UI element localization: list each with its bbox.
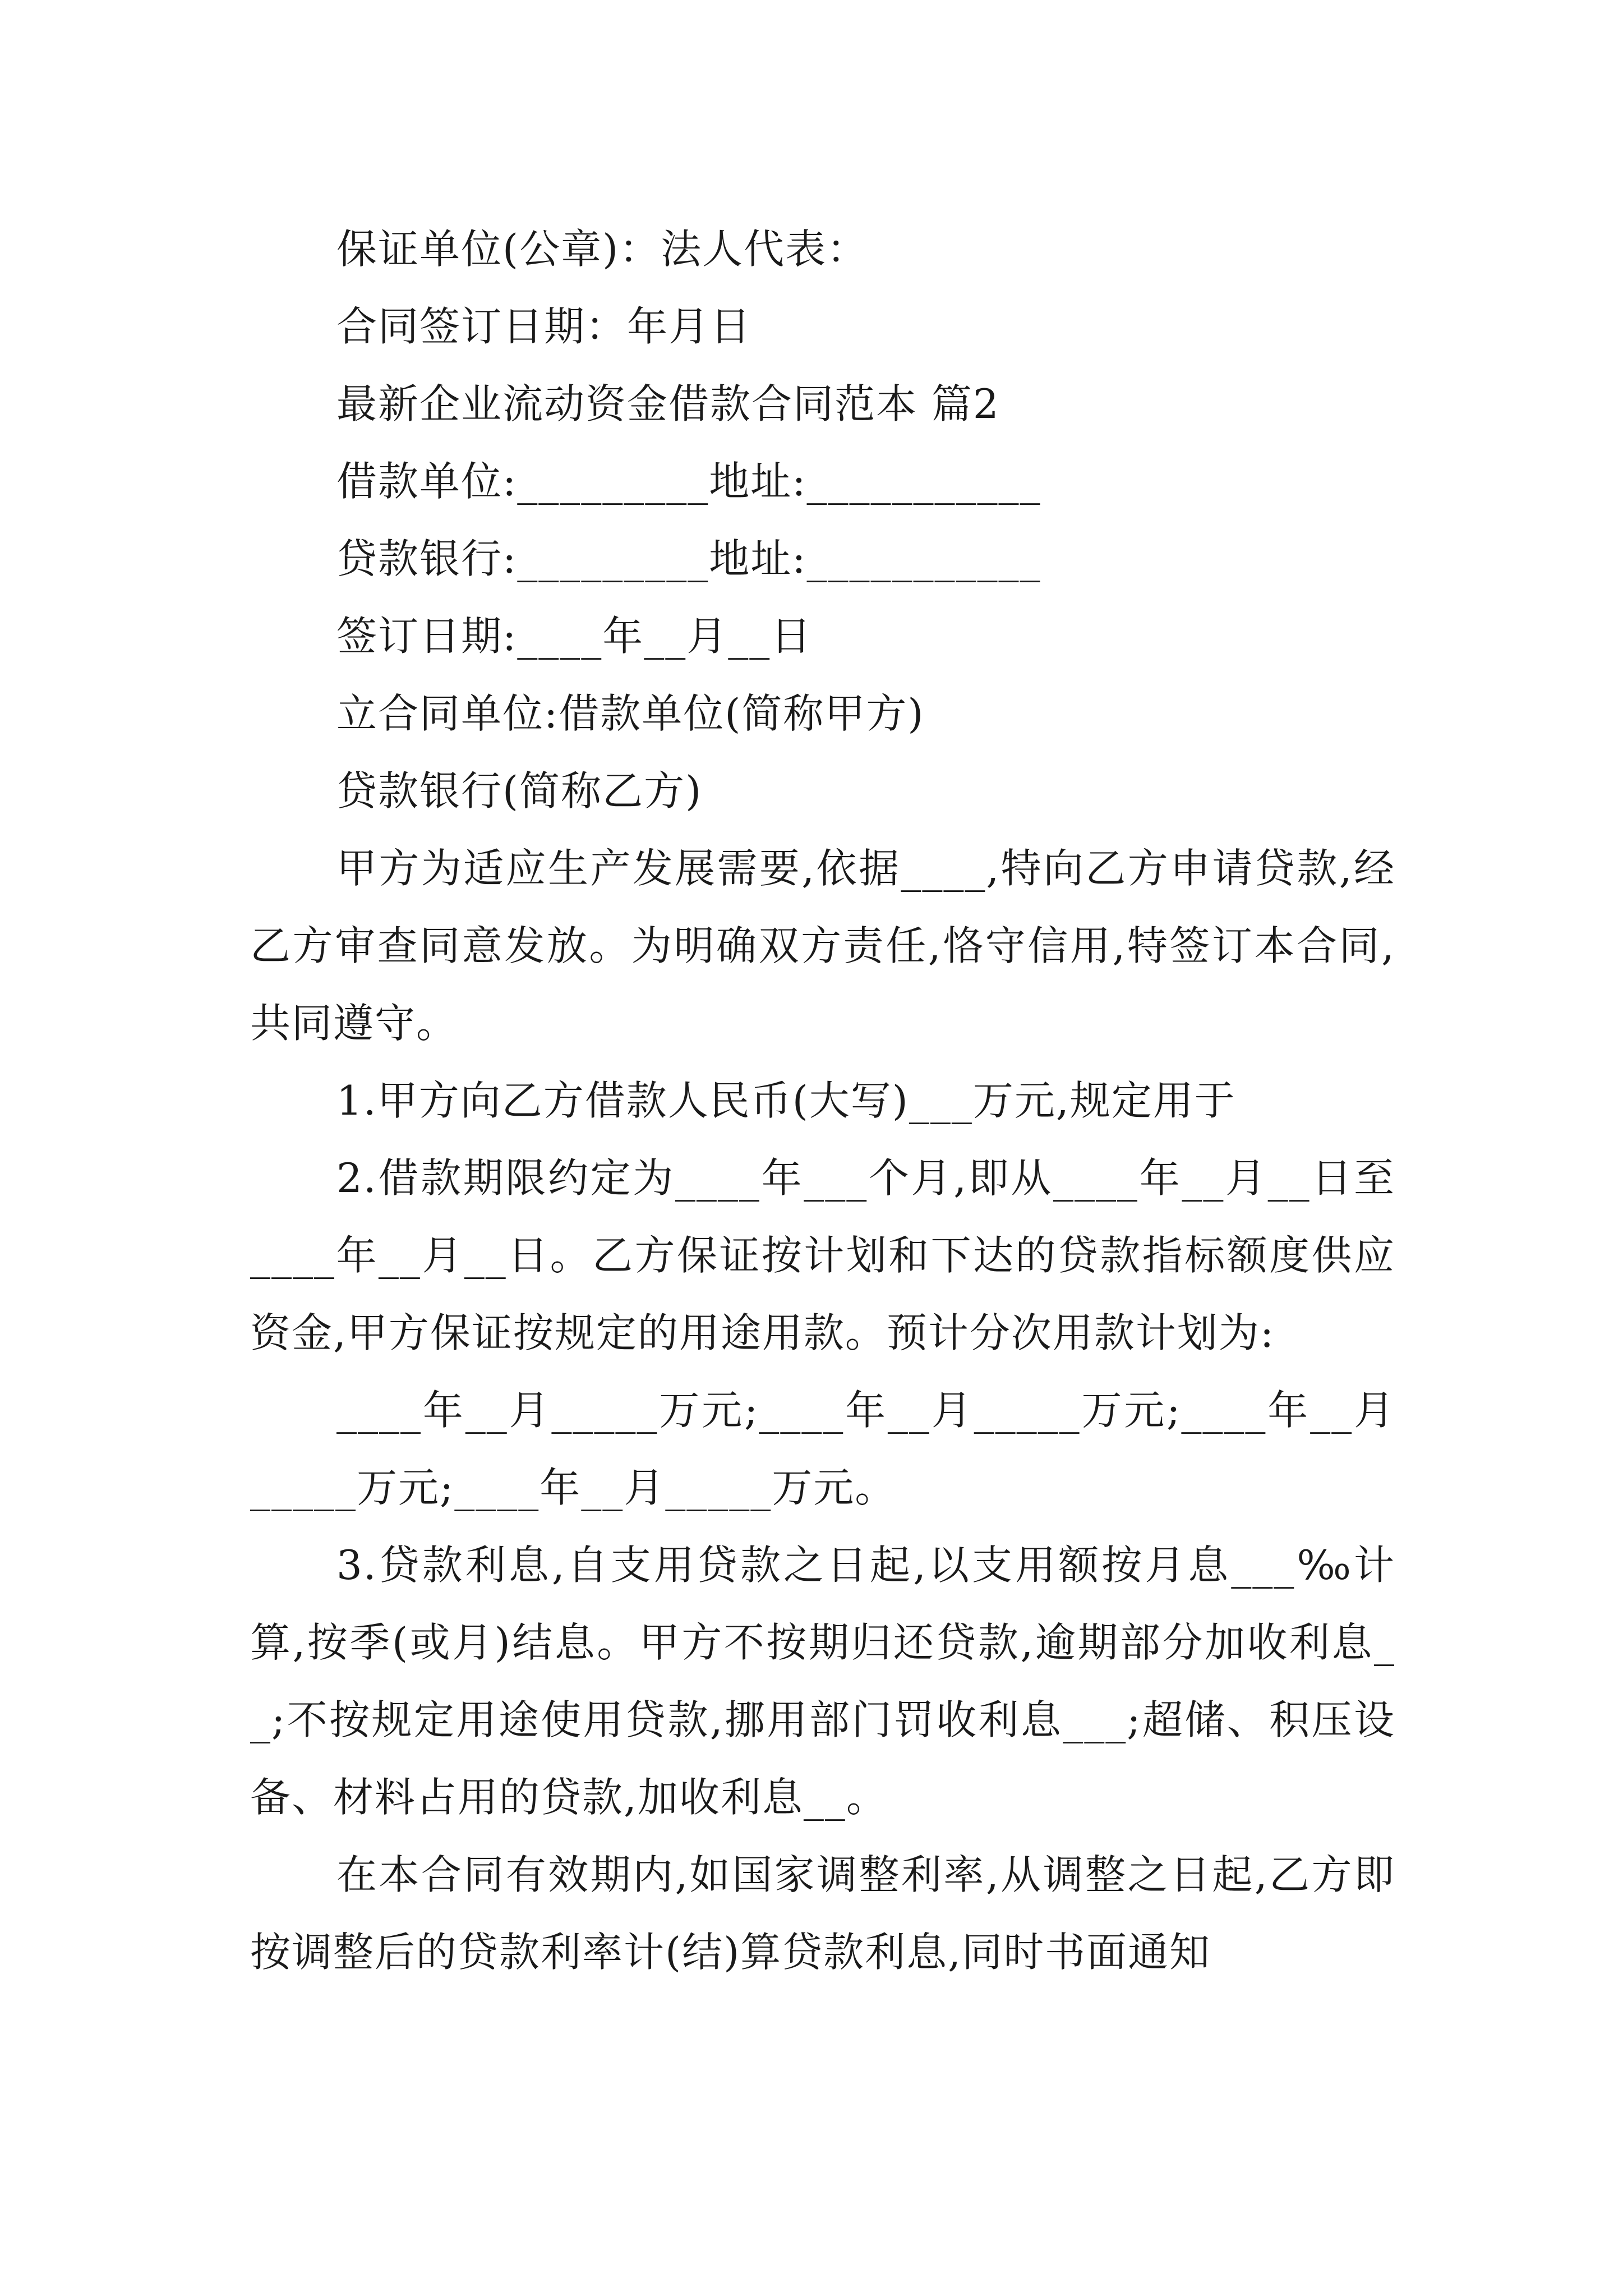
disbursement-schedule-paragraph: ____年__月_____万元;____年__月_____万元;____年__月_____万元;____年__月_____万元。 xyxy=(250,1387,1395,1511)
lending-bank-party-line: 贷款银行(简称乙方) xyxy=(336,767,703,815)
signing-date-line: 签订日期:____年__月__日 xyxy=(336,613,813,660)
preamble-paragraph: 甲方为适应生产发展需要,依据____,特向乙方申请贷款,经乙方审查同意发放。为明确双方责任,恪守信用,特签订本合同,共同遵守。 xyxy=(250,845,1395,1047)
section-title: 最新企业流动资金借款合同范本 篇2 xyxy=(336,380,1000,427)
contracting-parties-line: 立合同单位:借款单位(简称甲方) xyxy=(336,690,925,737)
lending-bank-line: 贷款银行:_________地址:___________ xyxy=(336,535,1041,582)
clause-1-paragraph: 1.甲方向乙方借款人民币(大写)___万元,规定用于 xyxy=(336,1077,1236,1124)
clause-2-paragraph: 2.借款期限约定为____年___个月,即从____年__月__日至____年__月__日。乙方保证按计划和下达的贷款指标额度供应资金,甲方保证按规定的用途用款。预计分次用款计划为: xyxy=(250,1154,1395,1356)
guarantor-signature-line: 保证单位(公章)：法人代表： xyxy=(336,226,869,273)
interest-adjustment-paragraph: 在本合同有效期内,如国家调整利率,从调整之日起,乙方即按调整后的贷款利率计(结)算贷款利息,同时书面通知 xyxy=(250,1851,1395,1976)
borrower-line: 借款单位:_________地址:___________ xyxy=(336,458,1041,505)
contract-signing-date-line: 合同签订日期：年月日 xyxy=(336,303,752,350)
document-body xyxy=(250,210,1395,1991)
clause-3-paragraph: 3.贷款利息,自支用贷款之日起,以支用额按月息___‰计算,按季(或月)结息。甲方不按期归还贷款,逾期部分加收利息__;不按规定用途使用贷款,挪用部门罚收利息___;超储、积压设备、材料占用的贷款,加收利息__。 xyxy=(250,1542,1395,1821)
